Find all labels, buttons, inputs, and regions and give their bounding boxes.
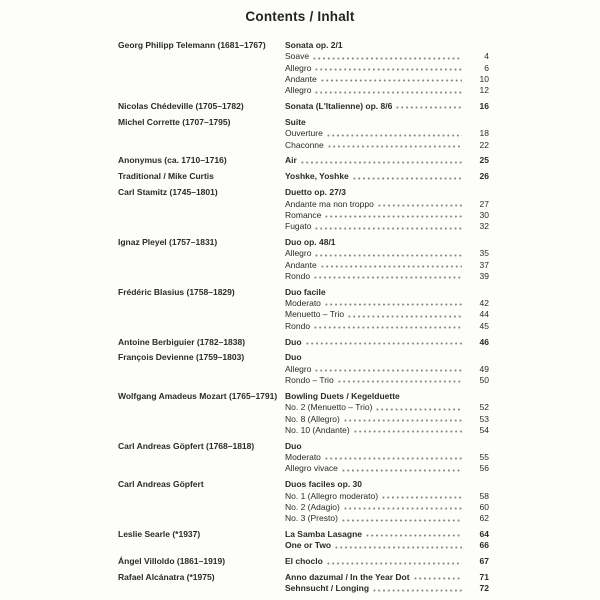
movement-row: [285, 51, 489, 62]
page-number: 52: [479, 402, 489, 413]
toc-entry: [118, 441, 489, 475]
dot-leader: [334, 540, 462, 551]
page-number: 58: [479, 490, 489, 501]
work-title-row: [285, 337, 489, 348]
work-title-row: [285, 479, 489, 490]
toc-entry: [118, 529, 489, 552]
page-number: 66: [479, 540, 489, 551]
dot-leader: [305, 337, 462, 348]
movement-row: [285, 63, 489, 74]
toc-entry: [118, 237, 489, 282]
dot-leader: [300, 155, 462, 166]
movement-title: Rondo – Trio: [285, 375, 334, 386]
dot-leader: [314, 63, 462, 74]
dot-leader: [324, 298, 462, 309]
works-list: [285, 352, 489, 386]
dot-leader: [365, 529, 462, 540]
dot-leader: [314, 364, 462, 375]
work-title: Suite: [285, 116, 306, 127]
page-number: 30: [479, 209, 489, 220]
dot-leader: [377, 199, 462, 210]
page-number: 12: [479, 85, 489, 96]
movement-title: Allegro: [285, 248, 312, 259]
page-number: 71: [479, 572, 489, 583]
page-number: 37: [479, 259, 489, 270]
work-title: One or Two: [285, 540, 332, 551]
page-number: 4: [484, 51, 489, 62]
page-number: 55: [479, 452, 489, 463]
dot-leader: [341, 463, 462, 474]
page-number: 46: [479, 336, 489, 347]
works-list: [285, 529, 489, 552]
composer-name: Traditional / Mike Curtis: [118, 171, 214, 182]
movement-row: [285, 463, 489, 474]
work-title-row: [285, 171, 489, 182]
page-number: 27: [479, 198, 489, 209]
movement-row: [285, 309, 489, 320]
toc: [118, 40, 489, 599]
work-title-row: [285, 572, 489, 583]
composer-name: Nicolas Chédeville (1705–1782): [118, 101, 244, 112]
dot-leader: [353, 425, 462, 436]
page-number: 44: [479, 309, 489, 320]
work-title-row: [285, 101, 489, 112]
page-number: 60: [479, 501, 489, 512]
page-number: 35: [479, 248, 489, 259]
work-title: Sonata (L'Italienne) op. 8/6: [285, 101, 393, 112]
dot-leader: [352, 171, 462, 182]
work-title-row: [285, 540, 489, 551]
work-title-row: [285, 352, 489, 363]
work-title-row: [285, 287, 489, 298]
composer-name: Michel Corrette (1707–1795): [118, 116, 231, 127]
composer-name: Anonymus (ca. 1710–1716): [118, 155, 227, 166]
movement-row: [285, 414, 489, 425]
movement-title: Moderato: [285, 298, 321, 309]
movement-row: [285, 128, 489, 139]
work-title-row: [285, 237, 489, 248]
work-title: Duo: [285, 352, 302, 363]
dot-leader: [375, 402, 462, 413]
dot-leader: [413, 572, 462, 583]
works-list: [285, 337, 489, 348]
composer-name: Frédéric Blasius (1758–1829): [118, 286, 235, 297]
work-title: La Samba Lasagne: [285, 529, 363, 539]
work-title-row: [285, 529, 489, 540]
page-number: 22: [479, 139, 489, 150]
page-number: 26: [479, 171, 489, 182]
page-number: 56: [479, 463, 489, 474]
movement-title: No. 8 (Allegro): [285, 413, 340, 424]
dot-leader: [395, 101, 462, 112]
composer-name: Antoine Berbiguier (1782–1838): [118, 336, 246, 347]
movement-row: [285, 74, 489, 85]
composer-name: François Devienne (1759–1803): [118, 352, 245, 363]
page-title: Contents / Inhalt: [245, 9, 355, 24]
work-title: Duo op. 48/1: [285, 237, 336, 248]
page-number: 54: [479, 424, 489, 435]
movement-row: [285, 491, 489, 502]
work-title-row: [285, 117, 489, 128]
toc-entry: [118, 352, 489, 386]
work-title: Duos faciles op. 30: [285, 479, 362, 490]
composer-name: Ángel Villoldo (1861–1919): [118, 556, 226, 567]
page-number: 10: [479, 73, 489, 84]
dot-leader: [381, 491, 462, 502]
toc-entry: [118, 171, 489, 182]
dot-leader: [313, 271, 462, 282]
page-number: 53: [479, 413, 489, 424]
movement-row: [285, 375, 489, 386]
toc-entry: [118, 391, 489, 436]
dot-leader: [314, 248, 462, 259]
page-number: 16: [479, 101, 489, 112]
dot-leader: [327, 140, 462, 151]
toc-entry: [118, 101, 489, 112]
movement-row: [285, 248, 489, 259]
work-title: Anno dazumal / In the Year Dot: [285, 572, 410, 583]
work-title-row: [285, 187, 489, 198]
work-title: Sonata op. 2/1: [285, 40, 343, 50]
dot-leader: [313, 321, 462, 332]
work-title: Bowling Duets / Kegelduette: [285, 390, 400, 401]
page-number: 6: [484, 62, 489, 73]
toc-entry: [118, 287, 489, 332]
movement-title: Andante ma non troppo: [285, 198, 374, 209]
movement-row: [285, 298, 489, 309]
movement-row: [285, 364, 489, 375]
dot-leader: [343, 502, 462, 513]
movement-row: [285, 199, 489, 210]
movement-title: No. 2 (Menuetto – Trio): [285, 402, 373, 413]
movement-title: Allegro vivace: [285, 463, 338, 474]
movement-title: Romance: [285, 209, 322, 220]
movement-title: Allegro: [285, 363, 312, 374]
work-title-row: [285, 441, 489, 452]
dot-leader: [312, 51, 462, 62]
works-list: [285, 572, 489, 595]
dot-leader: [337, 375, 462, 386]
movement-title: No. 10 (Andante): [285, 424, 350, 435]
movement-title: Andante: [285, 73, 317, 84]
movement-title: No. 2 (Adagio): [285, 501, 340, 512]
movement-row: [285, 260, 489, 271]
page-number: 42: [479, 298, 489, 309]
works-list: [285, 237, 489, 282]
movement-row: [285, 513, 489, 524]
works-list: [285, 155, 489, 166]
movement-row: [285, 402, 489, 413]
movement-title: Rondo: [285, 320, 311, 331]
works-list: [285, 117, 489, 151]
composer-name: Rafael Alcánatra (*1975): [118, 572, 215, 583]
dot-leader: [341, 513, 462, 524]
work-title: El choclo: [285, 556, 323, 567]
works-list: [285, 556, 489, 567]
toc-entry: [118, 155, 489, 166]
toc-entry: [118, 117, 489, 151]
movement-row: [285, 502, 489, 513]
work-title: Duo facile: [285, 286, 326, 297]
dot-leader: [324, 210, 462, 221]
movement-title: Soave: [285, 51, 310, 62]
dot-leader: [372, 583, 462, 594]
work-title: Duetto op. 27/3: [285, 187, 346, 198]
dot-leader: [314, 85, 462, 96]
movement-title: Fugato: [285, 221, 312, 232]
page-number: 49: [479, 363, 489, 374]
toc-entry: [118, 337, 489, 348]
work-title: Yoshke, Yoshke: [285, 171, 349, 182]
toc-entry: [118, 572, 489, 595]
movement-title: No. 1 (Allegro moderato): [285, 490, 379, 501]
movement-title: Rondo: [285, 270, 311, 281]
works-list: [285, 391, 489, 436]
movement-row: [285, 85, 489, 96]
movement-title: Allegro: [285, 85, 312, 96]
works-list: [285, 40, 489, 96]
work-title: Sehnsucht / Longing: [285, 583, 370, 594]
movement-title: Andante: [285, 259, 317, 270]
page-number: 25: [479, 155, 489, 166]
toc-entry: [118, 187, 489, 232]
dot-leader: [320, 260, 462, 271]
composer-name: Carl Stamitz (1745–1801): [118, 187, 218, 198]
works-list: [285, 287, 489, 332]
dot-leader: [326, 128, 462, 139]
dot-leader: [314, 221, 462, 232]
page-number: 39: [479, 270, 489, 281]
dot-leader: [343, 414, 462, 425]
dot-leader: [326, 556, 462, 567]
movement-title: No. 3 (Presto): [285, 513, 338, 524]
composer-name: Ignaz Pleyel (1757–1831): [118, 237, 218, 248]
movement-title: Chaconne: [285, 139, 324, 150]
work-title: Duo: [285, 440, 302, 451]
works-list: [285, 441, 489, 475]
works-list: [285, 479, 489, 524]
page-number: 45: [479, 320, 489, 331]
movement-title: Ouverture: [285, 128, 323, 139]
movement-row: [285, 140, 489, 151]
movement-row: [285, 221, 489, 232]
movement-title: Allegro: [285, 62, 312, 73]
composer-name: Leslie Searle (*1937): [118, 529, 201, 539]
page-number: 67: [479, 556, 489, 567]
page-number: 32: [479, 221, 489, 232]
movement-title: Moderato: [285, 452, 321, 463]
works-list: [285, 171, 489, 182]
movement-row: [285, 210, 489, 221]
work-title: Duo: [285, 336, 302, 347]
work-title-row: [285, 155, 489, 166]
page-number: 72: [479, 583, 489, 594]
dot-leader: [324, 452, 462, 463]
works-list: [285, 187, 489, 232]
movement-title: Menuetto – Trio: [285, 309, 345, 320]
composer-name: Carl Andreas Göpfert (1768–1818): [118, 440, 255, 451]
work-title-row: [285, 583, 489, 594]
works-list: [285, 101, 489, 112]
page-number: 64: [479, 529, 489, 539]
work-title-row: [285, 391, 489, 402]
page-number: 18: [479, 128, 489, 139]
movement-row: [285, 452, 489, 463]
toc-entry: [118, 479, 489, 524]
movement-row: [285, 425, 489, 436]
movement-row: [285, 271, 489, 282]
page-number: 62: [479, 513, 489, 524]
toc-entry: [118, 556, 489, 567]
work-title-row: [285, 40, 489, 51]
work-title-row: [285, 556, 489, 567]
composer-name: Wolfgang Amadeus Mozart (1765–1791): [118, 390, 278, 401]
page-number: 50: [479, 375, 489, 386]
composer-name: Georg Philipp Telemann (1681–1767): [118, 40, 266, 50]
work-title: Air: [285, 155, 297, 166]
movement-row: [285, 321, 489, 332]
dot-leader: [347, 309, 462, 320]
composer-name: Carl Andreas Göpfert: [118, 479, 204, 490]
toc-entry: [118, 40, 489, 96]
dot-leader: [320, 74, 462, 85]
